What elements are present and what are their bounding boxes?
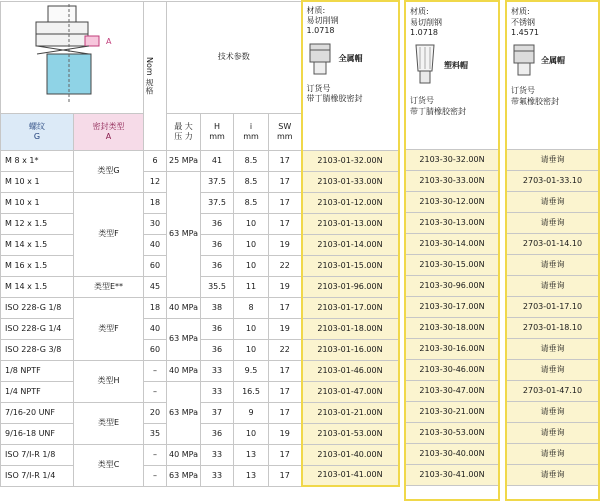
thread-cell: ISO 228-G 3/8	[1, 339, 74, 360]
cap-type: 塑料帽	[444, 60, 468, 70]
order-cell: 2103-30-13.00N	[406, 212, 498, 233]
pressure-cell: 63 MPa	[167, 318, 201, 360]
order-cell: 2103-01-96.00N	[302, 276, 399, 297]
thread-cell: 9/16-18 UNF	[1, 423, 74, 444]
material-label: 材质:	[306, 6, 326, 15]
seal-group-cell: 类型H	[74, 360, 144, 402]
order-cell: 2103-01-15.00N	[302, 255, 399, 276]
order-cell: 2103-01-47.00N	[302, 381, 399, 402]
nom-cell: –	[144, 360, 167, 381]
sw-cell: 17	[269, 465, 302, 486]
pressure-cell: 40 MPa	[167, 297, 201, 318]
order-cell: 请垂询	[507, 464, 598, 485]
thread-cell: 1/4 NPTF	[1, 381, 74, 402]
order-cell: 2703-01-14.10	[507, 233, 598, 254]
i-cell: 13	[234, 444, 269, 465]
order-cell: 2103-30-17.00N	[406, 296, 498, 317]
order-label: 订货号	[511, 86, 535, 95]
sw-cell: 22	[269, 339, 302, 360]
sw-cell: 17	[269, 171, 302, 192]
i-cell: 8	[234, 297, 269, 318]
pressure-cell: 63 MPa	[167, 465, 201, 486]
seal-group-cell: 类型C	[74, 444, 144, 486]
i-cell: 10	[234, 318, 269, 339]
order-cell: 请垂询	[507, 359, 598, 380]
order-cell: 2103-30-14.00N	[406, 233, 498, 254]
sw-cell: 19	[269, 318, 302, 339]
pressure-cell: 40 MPa	[167, 360, 201, 381]
order-cell: 2703-01-33.10	[507, 170, 598, 191]
thread-cell: M 10 x 1	[1, 192, 74, 213]
thread-cell: ISO 228-G 1/4	[1, 318, 74, 339]
nom-cell: 60	[144, 339, 167, 360]
order-label: 订货号	[306, 84, 331, 93]
sw-cell: 19	[269, 234, 302, 255]
order-cell: 2103-01-32.00N	[302, 150, 399, 171]
metal-cap-icon	[307, 40, 333, 78]
nom-cell: 30	[144, 213, 167, 234]
seal-group-cell: 类型E**	[74, 276, 144, 297]
h-cell: 36	[201, 318, 234, 339]
seal-desc: 带丁腈橡胶密封	[306, 94, 363, 103]
table-row	[1, 360, 399, 381]
nom-cell: 20	[144, 402, 167, 423]
order-label: 订货号	[410, 96, 434, 105]
sw-cell: 19	[269, 276, 302, 297]
plastic-cap-icon	[410, 41, 440, 89]
nom-cell: 60	[144, 255, 167, 276]
order-cell: 请垂询	[507, 191, 598, 212]
order-cell: 2103-01-21.00N	[302, 402, 399, 423]
pressure-cell: 40 MPa	[167, 444, 201, 465]
order-cell: 2103-30-47.00N	[406, 380, 498, 401]
thread-cell: M 12 x 1.5	[1, 213, 74, 234]
order-cell: 请垂询	[507, 338, 598, 359]
material-label: 材质:	[511, 7, 530, 16]
material-label: 材质:	[410, 7, 429, 16]
order-cell: 2103-30-32.00N	[406, 149, 498, 170]
order-cell: 2103-01-16.00N	[302, 339, 399, 360]
i-cell: 13	[234, 465, 269, 486]
table-row	[1, 171, 399, 192]
nom-cell: 40	[144, 318, 167, 339]
h-cell: 37.5	[201, 192, 234, 213]
order-cell: 请垂询	[507, 149, 598, 170]
i-cell: 10	[234, 255, 269, 276]
pressure-cell: 63 MPa	[167, 171, 201, 297]
material-panel-1-head	[302, 1, 399, 150]
h-cell: 35.5	[201, 276, 234, 297]
i-cell: 10	[234, 423, 269, 444]
order-cell: 2103-30-41.00N	[406, 464, 498, 485]
h-cell: 36	[201, 339, 234, 360]
h-cell: 33	[201, 465, 234, 486]
order-cell: 2103-01-41.00N	[302, 465, 399, 486]
order-cell: 2103-01-40.00N	[302, 444, 399, 465]
order-cell: 请垂询	[507, 401, 598, 422]
nom-cell: 35	[144, 423, 167, 444]
thread-cell: M 16 x 1.5	[1, 255, 74, 276]
order-cell: 2103-01-18.00N	[302, 318, 399, 339]
i-cell: 8.5	[234, 192, 269, 213]
order-cell: 请垂询	[507, 275, 598, 296]
order-cell: 2103-30-46.00N	[406, 359, 498, 380]
order-cell: 2103-01-46.00N	[302, 360, 399, 381]
sw-cell: 17	[269, 360, 302, 381]
material-code: 1.0718	[410, 28, 438, 37]
sw-cell: 22	[269, 255, 302, 276]
order-cell: 2103-01-13.00N	[302, 213, 399, 234]
seal-group-cell: 类型F	[74, 192, 144, 276]
h-cell: 41	[201, 150, 234, 171]
nom-header: Nom 规格	[144, 1, 167, 150]
fitting-diagram-icon	[1, 2, 141, 110]
metal-cap-icon	[511, 41, 537, 79]
material-panel-3	[505, 0, 600, 501]
sw-cell: 17	[269, 381, 302, 402]
i-cell: 16.5	[234, 381, 269, 402]
sw-cell: 17	[269, 192, 302, 213]
table-row	[1, 381, 399, 402]
nom-cell: –	[144, 465, 167, 486]
thread-header: 螺纹 G	[1, 113, 74, 150]
order-cell: 2103-30-16.00N	[406, 338, 498, 359]
i-cell: 11	[234, 276, 269, 297]
order-cell: 2103-01-17.00N	[302, 297, 399, 318]
product-diagram	[1, 1, 144, 113]
h-cell: 33	[201, 360, 234, 381]
seal-desc: 带丁腈橡胶密封	[410, 107, 466, 116]
pressure-cell: 63 MPa	[167, 381, 201, 444]
thread-cell: ISO 7/I-R 1/8	[1, 444, 74, 465]
order-cell: 2103-30-33.00N	[406, 170, 498, 191]
sw-cell: 17	[269, 444, 302, 465]
sw-header: SW mm	[269, 113, 302, 150]
nom-cell: –	[144, 444, 167, 465]
thread-cell: M 8 x 1*	[1, 150, 74, 171]
order-cell: 2103-30-18.00N	[406, 317, 498, 338]
i-cell: 8.5	[234, 171, 269, 192]
order-cell: 2103-30-21.00N	[406, 401, 498, 422]
nom-cell: 6	[144, 150, 167, 171]
order-cell: 2103-01-12.00N	[302, 192, 399, 213]
order-cell: 2103-30-96.00N	[406, 275, 498, 296]
order-cell: 2103-30-53.00N	[406, 422, 498, 443]
sw-cell: 17	[269, 150, 302, 171]
order-cell: 请垂询	[507, 212, 598, 233]
order-cell: 2103-01-14.00N	[302, 234, 399, 255]
thread-cell: 7/16-20 UNF	[1, 402, 74, 423]
material-name: 不锈钢	[511, 18, 535, 27]
tech-params-header: 技术参数	[167, 1, 302, 113]
order-cell: 请垂询	[507, 254, 598, 275]
svg-text:A: A	[106, 36, 112, 46]
seal-group-cell: 类型F	[74, 297, 144, 360]
order-cell: 2103-01-33.00N	[302, 171, 399, 192]
cap-type: 全属帽	[338, 54, 363, 63]
material-name: 易切削钢	[410, 18, 442, 27]
order-cell: 2703-01-18.10	[507, 317, 598, 338]
pressure-cell: 25 MPa	[167, 150, 201, 171]
seal-desc: 带氟橡胶密封	[511, 97, 559, 106]
nom-cell: 12	[144, 171, 167, 192]
table-row	[1, 297, 399, 318]
h-cell: 33	[201, 444, 234, 465]
h-cell: 36	[201, 423, 234, 444]
h-cell: 33	[201, 381, 234, 402]
order-cell: 2103-30-12.00N	[406, 191, 498, 212]
table-row	[1, 465, 399, 486]
material-panel-2	[404, 0, 500, 501]
i-header: i mm	[234, 113, 269, 150]
table-row	[1, 444, 399, 465]
i-cell: 10	[234, 234, 269, 255]
order-cell: 请垂询	[507, 422, 598, 443]
nom-cell: 18	[144, 297, 167, 318]
nom-cell: 45	[144, 276, 167, 297]
material-code: 1.0718	[306, 26, 335, 35]
thread-cell: 1/8 NPTF	[1, 360, 74, 381]
material-name: 易切削钢	[306, 16, 339, 25]
sw-cell: 19	[269, 423, 302, 444]
order-cell: 2703-01-47.10	[507, 380, 598, 401]
h-cell: 37.5	[201, 171, 234, 192]
order-cell: 2103-01-53.00N	[302, 423, 399, 444]
order-cell: 2103-30-40.00N	[406, 443, 498, 464]
nom-cell: 18	[144, 192, 167, 213]
thread-cell: M 14 x 1.5	[1, 276, 74, 297]
order-cell: 2103-30-15.00N	[406, 254, 498, 275]
sw-cell: 17	[269, 297, 302, 318]
h-cell: 36	[201, 234, 234, 255]
i-cell: 9.5	[234, 360, 269, 381]
table-row	[1, 318, 399, 339]
h-cell: 38	[201, 297, 234, 318]
sw-cell: 17	[269, 402, 302, 423]
max-pressure-header: 最 大 压 力	[167, 113, 201, 150]
thread-cell: ISO 7/I-R 1/4	[1, 465, 74, 486]
seal-group-cell: 类型E	[74, 402, 144, 444]
i-cell: 10	[234, 339, 269, 360]
material-code: 1.4571	[511, 28, 539, 37]
cap-type: 全属帽	[541, 55, 565, 65]
order-cell: 2703-01-17.10	[507, 296, 598, 317]
thread-cell: M 14 x 1.5	[1, 234, 74, 255]
nom-cell: 40	[144, 234, 167, 255]
h-header: H mm	[201, 113, 234, 150]
sw-cell: 17	[269, 213, 302, 234]
h-cell: 37	[201, 402, 234, 423]
thread-cell: ISO 228-G 1/8	[1, 297, 74, 318]
i-cell: 10	[234, 213, 269, 234]
h-cell: 36	[201, 255, 234, 276]
nom-cell: –	[144, 381, 167, 402]
order-cell: 请垂询	[507, 443, 598, 464]
i-cell: 9	[234, 402, 269, 423]
i-cell: 8.5	[234, 150, 269, 171]
h-cell: 36	[201, 213, 234, 234]
seal-type-header: 密封类型 A	[74, 113, 144, 150]
table-row	[1, 150, 399, 171]
thread-cell: M 10 x 1	[1, 171, 74, 192]
seal-group-cell: 类型G	[74, 150, 144, 192]
